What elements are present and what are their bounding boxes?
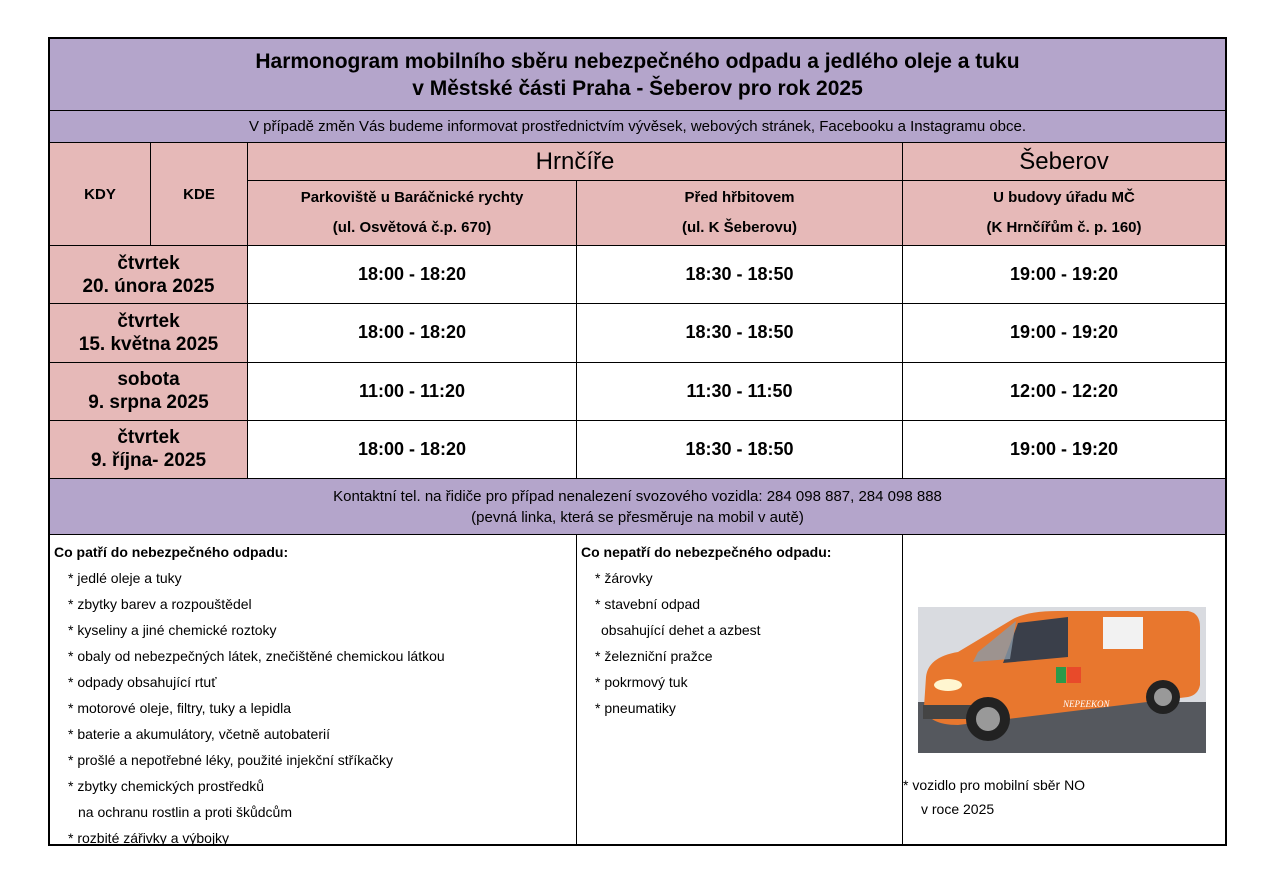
- date: 9. srpna 2025: [88, 392, 209, 414]
- list-item: * žárovky: [595, 570, 653, 586]
- date: 20. února 2025: [82, 275, 215, 297]
- vehicle-caption: [903, 773, 1085, 821]
- list-item: * obaly od nebezpečných látek, znečištěné chemickou látkou: [68, 648, 445, 664]
- date: 9. října- 2025: [90, 450, 207, 472]
- location-name: U budovy úřadu MČ: [993, 189, 1135, 206]
- time-slot: 18:30 - 18:50: [576, 303, 902, 361]
- title-cell: [50, 39, 1225, 110]
- contact-info: [50, 478, 1225, 534]
- list-item: * stavební odpad: [595, 596, 701, 612]
- belongs-list: [50, 534, 576, 844]
- vehicle-cell: [902, 534, 1225, 844]
- location-header: [576, 180, 902, 245]
- location-name: Před hřbitovem: [684, 189, 795, 206]
- weekday: čtvrtek: [117, 427, 180, 449]
- location-address: (ul. Osvětová č.p. 670): [332, 219, 492, 236]
- time-slot: 19:00 - 19:20: [902, 245, 1225, 303]
- list-item: * baterie a akumulátory, včetně autobaterií: [68, 726, 331, 742]
- title-line1: Harmonogram mobilního sběru nebezpečného odpadu a jedlého oleje a tuku: [255, 49, 1020, 73]
- title-line2: v Městské části Praha - Šeberov pro rok 2025: [412, 76, 863, 100]
- list-item: * motorové oleje, filtry, tuky a lepidla: [68, 700, 292, 716]
- list-item-continuation: obsahující dehet a azbest: [601, 622, 761, 638]
- list-item: * kyseliny a jiné chemické roztoky: [68, 622, 277, 638]
- list-item: * zbytky barev a rozpouštědel: [68, 596, 252, 612]
- weekday: sobota: [117, 369, 180, 391]
- time-slot: 18:30 - 18:50: [576, 245, 902, 303]
- notice: V případě změn Vás budeme informovat prostřednictvím vývěsek, webových stránek, Facebooku a Instagramu obce.: [50, 110, 1225, 142]
- time-slot: 19:00 - 19:20: [902, 420, 1225, 478]
- header-kdy: KDY: [50, 142, 150, 245]
- location-header: [247, 180, 576, 245]
- list-item: * zbytky chemických prostředků: [68, 778, 265, 794]
- vehicle-caption-line1: * vozidlo pro mobilní sběr NO: [903, 777, 1086, 793]
- date-cell: [50, 245, 247, 303]
- date-cell: [50, 303, 247, 361]
- vehicle-caption-line2: v roce 2025: [921, 801, 995, 817]
- date-cell: [50, 362, 247, 420]
- list-item: * prošlé a nepotřebné léky, použité injekční stříkačky: [68, 752, 394, 768]
- list-item: * pneumatiky: [595, 700, 676, 716]
- location-address: (ul. K Šeberovu): [681, 219, 797, 236]
- header-kde: KDE: [150, 142, 247, 245]
- contact-line1: Kontaktní tel. na řidiče pro případ nenalezení svozového vozidla: 284 098 887, 284 098 888: [333, 487, 942, 505]
- contact-line2: (pevná linka, která se přesměruje na mobil v autě): [471, 508, 804, 526]
- date: 15. května 2025: [78, 333, 219, 355]
- time-slot: 18:00 - 18:20: [247, 303, 576, 361]
- location-name: Parkoviště u Baráčnické rychty: [300, 189, 524, 206]
- list-item: * pokrmový tuk: [595, 674, 688, 690]
- time-slot: 12:00 - 12:20: [902, 362, 1225, 420]
- not-belongs-list: [576, 534, 902, 844]
- time-slot: 11:00 - 11:20: [247, 362, 576, 420]
- schedule-table: [48, 37, 1227, 846]
- header-group-hrncire: Hrnčíře: [247, 142, 902, 180]
- date-cell: [50, 420, 247, 478]
- location-address: (K Hrnčířům č. p. 160): [986, 219, 1142, 236]
- list-item: * jedlé oleje a tuky: [68, 570, 182, 586]
- vehicle-logo: NEPEEKON: [1063, 699, 1110, 709]
- weekday: čtvrtek: [117, 252, 180, 274]
- not-belongs-heading: Co nepatří do nebezpečného odpadu:: [581, 544, 832, 560]
- list-item-continuation: na ochranu rostlin a proti škůdcům: [78, 804, 292, 820]
- time-slot: 19:00 - 19:20: [902, 303, 1225, 361]
- list-item: * železniční pražce: [595, 648, 713, 664]
- list-item: * rozbité zářivky a výbojky: [68, 830, 230, 846]
- time-slot: 18:00 - 18:20: [247, 420, 576, 478]
- time-slot: 18:30 - 18:50: [576, 420, 902, 478]
- weekday: čtvrtek: [117, 310, 180, 332]
- vehicle-photo: [918, 607, 1206, 753]
- location-header: [902, 180, 1225, 245]
- belongs-heading: Co patří do nebezpečného odpadu:: [54, 544, 289, 560]
- time-slot: 18:00 - 18:20: [247, 245, 576, 303]
- header-group-seberov: Šeberov: [902, 142, 1225, 180]
- list-item: * odpady obsahující rtuť: [68, 674, 217, 690]
- time-slot: 11:30 - 11:50: [576, 362, 902, 420]
